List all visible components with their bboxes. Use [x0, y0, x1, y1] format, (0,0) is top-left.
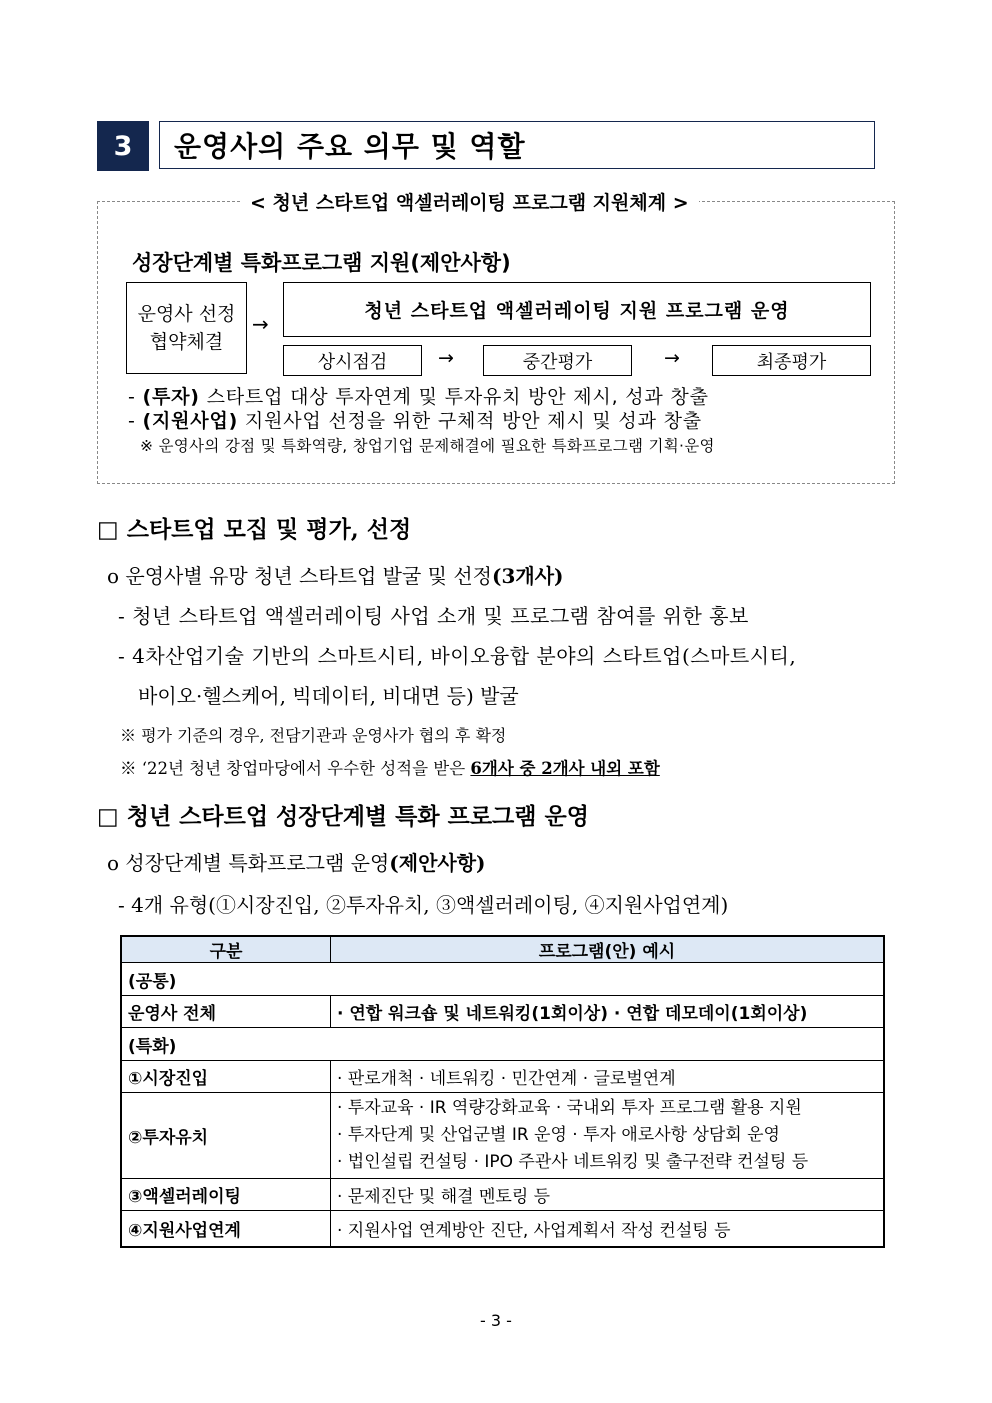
item-marker: o — [107, 564, 120, 588]
support-bullet-invest — [128, 382, 709, 409]
part1-item — [107, 560, 563, 589]
item-text: 성장단계별 특화프로그램 운영 — [119, 851, 390, 875]
dash-marker: - — [128, 386, 136, 408]
table-cell: · 연합 워크숍 및 네트워킹(1회이상) · 연합 데모데이(1회이상) — [331, 996, 885, 1028]
program-operation-box: 청년 스타트업 액셀러레이팅 지원 프로그램 운영 — [283, 282, 871, 337]
table-row — [121, 1061, 884, 1093]
selection-box-line: 운영사 선정 — [137, 303, 236, 325]
bullet-bold: (투자) — [142, 386, 200, 408]
table-row-label: 운영사 전체 — [121, 996, 331, 1028]
step-box-mid-eval: 중간평가 — [483, 345, 632, 376]
part1-dash-promo: - 청년 스타트업 액셀러레이팅 사업 소개 및 프로그램 참여를 위한 홍보 — [118, 604, 749, 628]
item-bold: (제안사항) — [389, 851, 486, 875]
part2-heading: □ 청년 스타트업 성장단계별 특화 프로그램 운영 — [97, 803, 589, 830]
part1-dash-fields-cont: 바이오·헬스케어, 빅데이터, 비대면 등) 발굴 — [138, 684, 519, 708]
part1-note-criteria: ※ 평가 기준의 경우, 전담기관과 운영사가 협의 후 확정 — [120, 726, 507, 745]
table-group-label: (특화) — [121, 1028, 884, 1061]
arrow-icon: → — [664, 347, 680, 369]
table-row — [121, 996, 884, 1028]
item-marker: o — [107, 851, 120, 875]
table-row — [121, 1211, 884, 1247]
table-header: 프로그램(안) 예시 — [331, 936, 885, 963]
part2-item — [107, 847, 486, 876]
section-number: 3 — [97, 121, 149, 171]
table-cell: · 판로개척 · 네트워킹 · 민간연계 · 글로벌연계 — [331, 1061, 885, 1093]
step-box-final-eval: 최종평가 — [712, 345, 871, 376]
support-system-subtitle: 성장단계별 특화프로그램 지원(제안사항) — [132, 251, 511, 275]
arrow-icon: → — [438, 347, 454, 369]
table-row — [121, 1028, 884, 1061]
dash-marker: - — [128, 410, 136, 432]
support-bullet-program — [128, 406, 702, 433]
table-cell-line: · 법인설립 컨설팅 · IPO 주관사 네트워킹 및 출구전략 컨설팅 등 — [337, 1152, 809, 1172]
note-text: ※ ‘22년 청년 창업마당에서 우수한 성적을 받은 — [120, 759, 471, 778]
bullet-text: 스타트업 대상 투자연계 및 투자유치 방안 제시, 성과 창출 — [199, 386, 709, 408]
part1-note-include — [120, 755, 660, 779]
bullet-bold: (지원사업) — [142, 410, 239, 432]
item-text: 운영사별 유망 청년 스타트업 발굴 및 선정 — [119, 564, 492, 588]
note-emphasis: 6개사 중 2개사 내외 포함 — [470, 759, 660, 778]
program-table — [120, 935, 885, 1248]
table-header-row — [121, 936, 884, 963]
table-row — [121, 963, 884, 996]
table-cell: · 지원사업 연계방안 진단, 사업계획서 작성 컨설팅 등 — [331, 1211, 885, 1247]
table-cell-line: · 투자단계 및 산업군별 IR 운영 · 투자 애로사항 상담회 운영 — [337, 1125, 780, 1145]
support-system-title: < 청년 스타트업 액셀러레이팅 프로그램 지원체계 > — [240, 188, 699, 215]
support-note: ※ 운영사의 강점 및 특화역량, 창업기업 문제해결에 필요한 특화프로그램 기획·운영 — [140, 437, 715, 455]
part2-dash-types: - 4개 유형(①시장진입, ②투자유치, ③액셀러레이팅, ④지원사업연계) — [118, 893, 729, 917]
table-header: 구분 — [121, 936, 331, 963]
table-cell-line: · 투자교육 · IR 역량강화교육 · 국내외 투자 프로그램 활용 지원 — [337, 1098, 802, 1118]
section-title: 운영사의 주요 의무 및 역할 — [159, 121, 875, 169]
table-cell: · 문제진단 및 해결 멘토링 등 — [331, 1179, 885, 1211]
table-cell — [331, 1093, 885, 1179]
part1-dash-fields: - 4차산업기술 기반의 스마트시티, 바이오융합 분야의 스타트업(스마트시티, — [118, 644, 797, 668]
table-row — [121, 1093, 884, 1179]
arrow-icon: → — [252, 312, 269, 336]
page-number: - 3 - — [480, 1311, 512, 1330]
table-group-label: (공통) — [121, 963, 884, 996]
bullet-text: 지원사업 선정을 위한 구체적 방안 제시 및 성과 창출 — [238, 410, 702, 432]
table-row-label: ④지원사업연계 — [121, 1211, 331, 1247]
table-row-label: ②투자유치 — [121, 1093, 331, 1179]
table-row-label: ③액셀러레이팅 — [121, 1179, 331, 1211]
selection-box — [126, 282, 247, 374]
table-row — [121, 1179, 884, 1211]
selection-box-line: 협약체결 — [149, 331, 224, 353]
table-row-label: ①시장진입 — [121, 1061, 331, 1093]
item-bold: (3개사) — [492, 564, 564, 588]
part1-heading: □ 스타트업 모집 및 평가, 선정 — [97, 516, 412, 543]
step-box-regular-check: 상시점검 — [283, 345, 422, 376]
